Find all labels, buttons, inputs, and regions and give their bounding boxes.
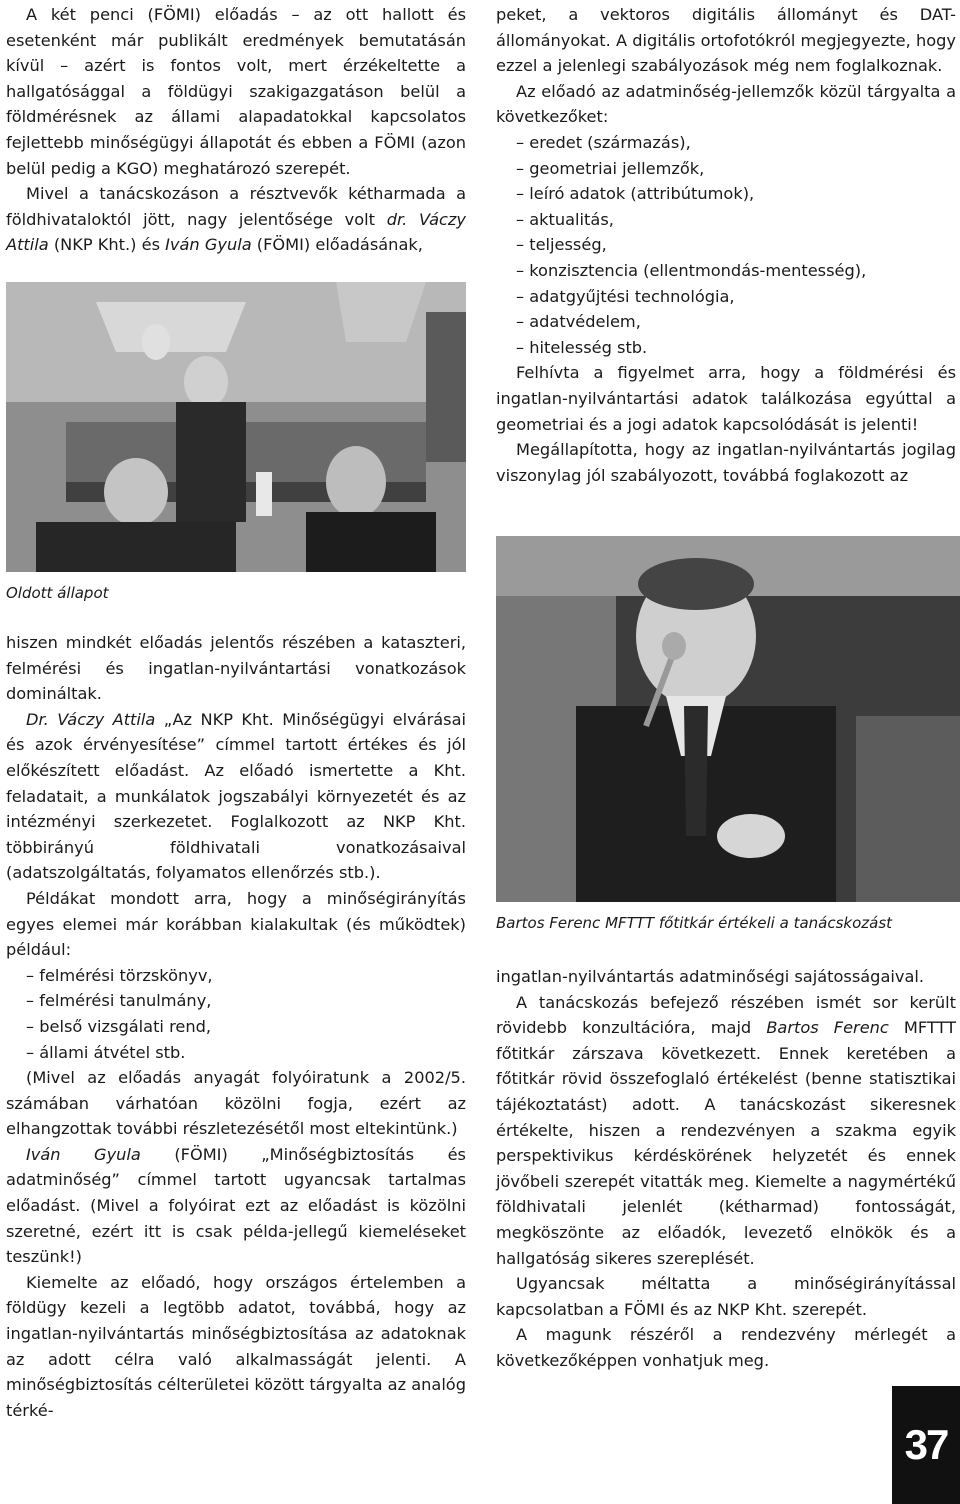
list-item: – geometriai jellemzők, (516, 158, 705, 178)
paragraph: Iván Gyula (FÖMI) „Minőségbiztosítás és adatminőség” címmel tartott ugyancsak tartalmas előadást. (Mivel a folyóirat ezt az előadást is közölni szeretné, ezért itt is csak példa-jellegű kiemeléseket teszünk!) (6, 1144, 466, 1267)
paragraph: Mivel a tanácskozáson a résztvevők kétharmada a földhivataloktól jött, nagy jelentősége volt dr. Váczy Attila (NKP Kht.) és Iván Gyula (FÖMI) előadásának, (6, 184, 466, 255)
column2-bottom-text (496, 964, 956, 1374)
list-item: – aktualitás, (516, 209, 614, 229)
paragraph: ingatlan-nyilvántartás adatminőségi sajátosságaival. (496, 967, 925, 986)
paragraph: Ugyancsak méltatta a minőségirányítással kapcsolatban a FÖMI és az NKP Kht. szerepét. (496, 1274, 956, 1319)
paragraph: A tanácskozás befejező részében ismét sor került rövidebb konzultációra, majd Bartos Ferenc MFTTT főtitkár zárszava következett. Ennek keretében a főtitkár rövid összefoglaló értékelést (benne statisztikai tájékoztatást) adott. A tanácskozást sikeresnek értékelte, hiszen a rendezvényen a szakma egyik perspektivikus kérdéskörének helyzetét és ennek jövőbeli szerepét vitatták meg. Kiemelte a nagymértékű földhivatali jelenlét (kétharmad) fontosságát, megköszönte az előadók, levezető elnökök és a hallgatóság sikeres szereplését. (496, 992, 957, 1268)
paragraph: Megállapította, hogy az ingatlan-nyilvántartás jogilag viszonylag jól szabályozott, továbbá foglakozott az (496, 440, 956, 485)
paragraph: Példákat mondott arra, hogy a minőségirányítás egyes elemei már korábban kialakultak (és működtek) például: (6, 888, 466, 960)
paragraph: (Mivel az előadás anyagát folyóiratunk a 2002/5. számában várhatóan közölni fogja, ezért az elhangzottak további részletezésétől most eltekintünk.) (6, 1068, 466, 1139)
paragraph: Az előadó az adatminőség-jellemzők közül tárgyalta a következőket: (496, 81, 956, 127)
list-item: – belső vizsgálati rend, (26, 1016, 212, 1036)
list-item: – adatvédelem, (516, 312, 641, 332)
paragraph: A magunk részéről a rendezvény mérlegét a következőképpen vonhatjuk meg. (496, 1325, 956, 1370)
list-item: – eredet (származás), (516, 132, 691, 152)
list-item: – hitelesség stb. (516, 337, 648, 357)
paragraph: Kiemelte az előadó, hogy országos értelemben a földügy kezeli a legtöbb adatot, továbbá, hogy az ingatlan-nyilvántartás minőségbiztosítása az adatoknak az adott célra való alkalmasságát jelenti. A minőségbiztosítás célterületei között tárgyalta az analóg térké- (6, 1272, 466, 1420)
paragraph: hiszen mindkét előadás jelentős részében a kataszteri, felmérési és ingatlan-nyilvántartási vonatkozások domináltak. (6, 633, 466, 704)
list-item: – leíró adatok (attribútumok), (516, 184, 755, 204)
column1-top-text (6, 2, 466, 258)
page-number: 37 (892, 1386, 960, 1504)
paragraph: A két penci (FÖMI) előadás – az ott hallott és esetenként már publikált eredmények bemutatásán kívül – azért is fontos volt, mert érzékeltette a hallgatósággal a földügyi szakigazgatáson belül a földmérésnek az állami alapadatokkal kapcsolatos fejlettebb minőségügyi állapotát és ebben a FÖMI (azon belül pedig a KGO) meghatározó szerepét. (6, 5, 466, 178)
column2-top-text (496, 2, 956, 488)
list-item: – állami átvétel stb. (26, 1042, 186, 1062)
list-item: – felmérési tanulmány, (26, 991, 212, 1011)
photo-speaker-microphone (496, 536, 960, 902)
photo1-caption: Oldott állapot (6, 584, 109, 602)
column1-bottom-text (6, 630, 466, 1423)
list-item: – teljesség, (516, 235, 607, 255)
paragraph: Dr. Váczy Attila „Az NKP Kht. Minőségügyi elvárásai és azok érvényesítése” címmel tartott értékes és jól előkészített előadást. Az előadó ismertette a Kht. feladatait, a munkálatok jogszabályi környezetét és az intézményi szerkezetet. Foglalkozott az NKP Kht. többirányú földhivatali vonatkozásaival (adatszolgáltatás, folyamatos ellenőrzés stb.). (6, 709, 466, 883)
list-item: – konzisztencia (ellentmondás-mentesség), (516, 260, 867, 280)
paragraph: peket, a vektoros digitális állományt és DAT-állományokat. A digitális ortofotókról megjegyezte, hogy ezzel a jelenlegi szabályozások még nem foglalkoznak. (496, 5, 956, 76)
photo2-caption: Bartos Ferenc MFTTT főtitkár értékeli a tanácskozást (496, 914, 893, 932)
paragraph: Felhívta a figyelmet arra, hogy a földmérési és ingatlan-nyilvántartási adatok találkozása egyúttal a geometriai és a jogi adatok kapcsolódását is jelenti! (496, 363, 956, 434)
photo-bar-gathering (6, 282, 466, 572)
list-item: – adatgyűjtési technológia, (516, 286, 735, 306)
list-item: – felmérési törzskönyv, (26, 965, 213, 985)
